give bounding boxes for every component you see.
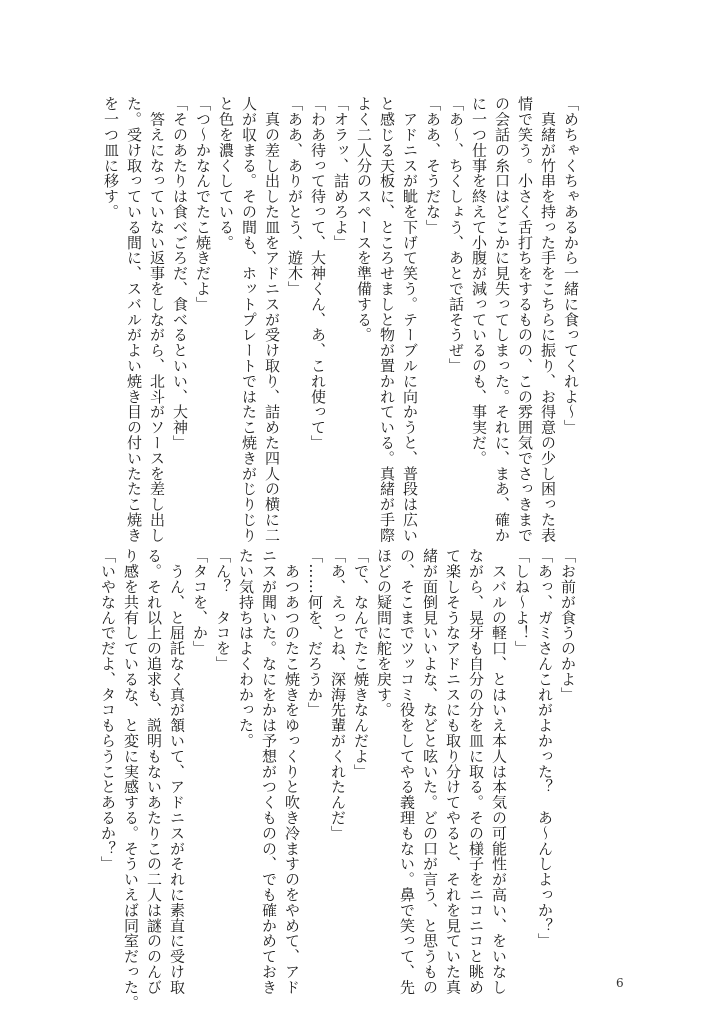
text-line: 緒が面倒見いいよな、などと呟いた。どの口が言う、と思うもの [421, 548, 439, 995]
text-line: 「オラッ、詰めろよ」 [332, 96, 350, 250]
text-line: た。受け取っている間に、スバルがよい焼き目の付いたたこ焼き [125, 96, 143, 543]
text-line: 「しね〜よ！」 [513, 548, 531, 656]
page-number: 6 [616, 976, 624, 990]
text-line: の、そこまでツッコミ役をしてやる義理もない。鼻で笑って、先 [398, 548, 416, 995]
text-line: ながら、晃牙も自分の分を皿に取る。その様子をニコニコと眺め [467, 548, 485, 995]
text-line: 「タコを、か」 [191, 548, 209, 656]
text-line: 「……何を、だろうか」 [306, 548, 324, 718]
text-line: アドニスが眦を下げて笑う。テーブルに向かうと、普段は広い [401, 96, 419, 543]
text-line: よく二人分のスペースを準備する。 [355, 96, 373, 343]
text-line: 情で笑う。小さく舌打ちをするものの、この雰囲気でさっきまで [516, 96, 534, 543]
text-line: 人が収まる。その間も、ホットプレートではたこ焼きがじりじり [240, 96, 258, 543]
text-line: 「あ〜、ちくしょう、あとで話そうぜ」 [447, 96, 465, 374]
text-line: る。それ以上の追求も、説明もないあたりこの二人は謎ののんび [145, 548, 163, 995]
text-line: あつあつのたこ焼きをゆっくりと吹き冷ますのをやめて、アド [283, 548, 301, 995]
text-line: 「そのあたりは食べごろだ、食べるといい、大神」 [171, 96, 189, 451]
lower-text-block [99, 548, 579, 1010]
text-line: り感を共有しているな、と変に実感する。そういえば同室だった。 [122, 548, 140, 1010]
text-line: 「ああ、ありがとう、遊木」 [286, 96, 304, 297]
text-line: 「つ〜かなんでたこ焼きだよ」 [194, 96, 212, 312]
text-line: 「あっ、ガミさんこれがよかった？ あ〜んしよっか？」 [536, 548, 554, 949]
text-line: 真の差し出した皿をアドニスが受け取り、詰めた四人の横に二 [263, 96, 281, 543]
text-line: 真緒が竹串を持った手をこちらに振り、お得意の少し困った表 [539, 96, 557, 543]
text-line: 「ああ、そうだな」 [424, 96, 442, 235]
text-line: 「めちゃくちゃあるから一緒に食ってくれよ〜」 [562, 96, 580, 435]
text-line: ほどの疑問に舵を戻す。 [375, 548, 393, 718]
text-line: 答えになっていない返事をしながら、北斗がソースを差し出し [148, 96, 166, 543]
text-line: を一つ皿に移す。 [102, 96, 120, 220]
text-line: 「ん？ タコを」 [214, 548, 232, 672]
text-line: の会話の糸口はどこかに見失ってしまった。それに、まあ、確か [493, 96, 511, 543]
text-line: うん、と屈託なく真が頷いて、アドニスがそれに素直に受け取 [168, 548, 186, 995]
text-line: と色を濃くしている。 [217, 96, 235, 250]
text-line: に一つ仕事を終えて小腹が減っているのも、事実だ。 [470, 96, 488, 466]
text-line: て楽しそうなアドニスにも取り分けてやると、それを見ていた真 [444, 548, 462, 995]
text-line: 「で、なんでたこ焼きなんだよ」 [352, 548, 370, 779]
text-line: 「あ、えっとね、深海先輩がくれたんだ」 [329, 548, 347, 841]
text-line: ニスが聞いた。なにをかは予想がつくものの、でも確かめておき [260, 548, 278, 995]
upper-text-block [102, 96, 582, 543]
text-line: 「いやなんでだよ、タコもらうことあるか？」 [99, 548, 117, 872]
text-line: スバルの軽口、とはいえ本人は本気の可能性が高い、をいなし [490, 548, 508, 995]
text-line: 「お前が食うのかよ」 [559, 548, 577, 702]
text-line: たい気持ちはよくわかった。 [237, 548, 255, 749]
text-line: と感じる天板に、ところせましと物が置かれている。真緒が手際 [378, 96, 396, 543]
text-line: 「わあ待って待って、大神くん、あ、これ使って」 [309, 96, 327, 451]
